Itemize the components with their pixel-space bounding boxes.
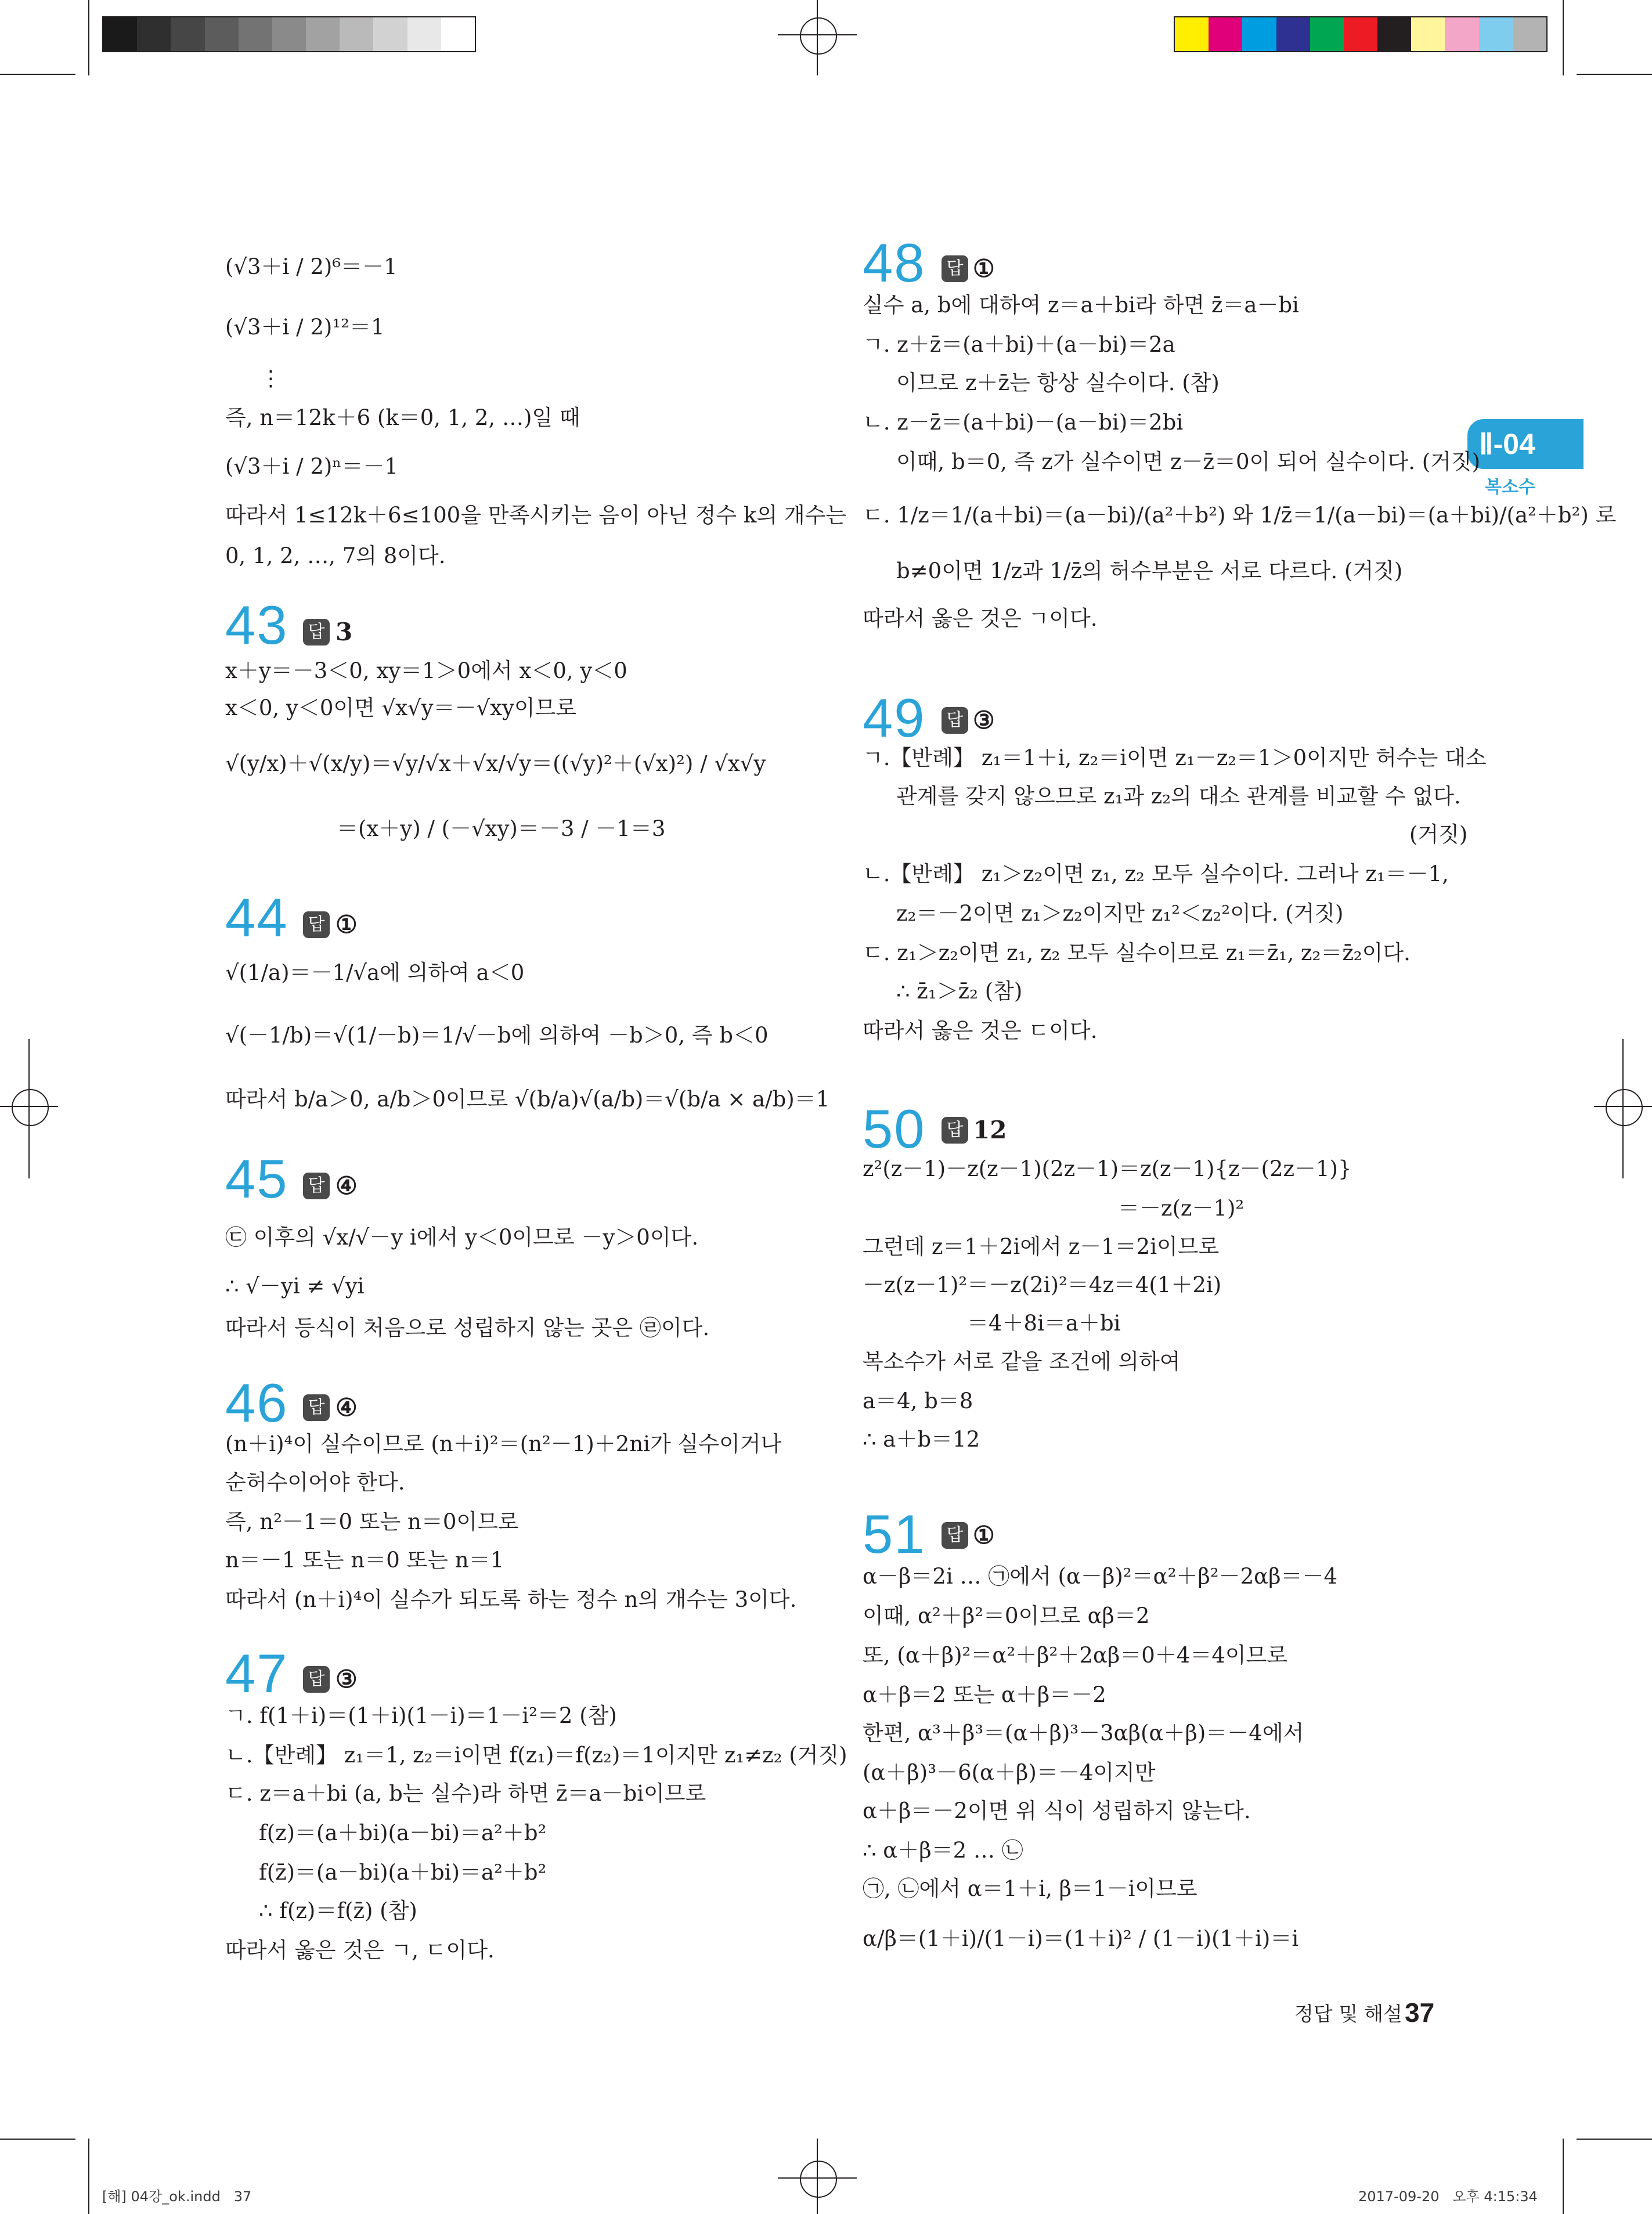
solution-line: 그런데 z＝1＋2i에서 z－1＝2i이므로	[863, 1234, 1220, 1259]
color-swatch	[1411, 17, 1445, 51]
chapter-tab-sublabel: 복소수	[1485, 477, 1535, 497]
answer-badge: 답	[303, 1394, 330, 1421]
footer-file-info: [해] 04강_ok.indd 37	[102, 2188, 252, 2205]
solution-line: 이때, α²＋β²＝0이므로 αβ＝2	[863, 1603, 1150, 1628]
solution-line: b≠0이면 1/z과 1/z̄의 허수부분은 서로 다르다. (거짓)	[896, 558, 1403, 583]
solution-line: α＋β＝－2이면 위 식이 성립하지 않는다.	[863, 1798, 1251, 1823]
solution-line: 실수 a, b에 대하여 z＝a＋bi라 하면 z̄＝a－bi	[863, 293, 1299, 318]
solution-line: ㄱ. z＋z̄＝(a＋bi)＋(a－bi)＝2a	[863, 332, 1175, 357]
problem-number: 49	[863, 687, 926, 748]
color-swatch	[1276, 17, 1311, 51]
intro-line: 따라서 1≤12k＋6≤100을 만족시키는 음이 아닌 정수 k의 개수는	[225, 503, 847, 528]
answer-badge: 답	[303, 911, 330, 938]
solution-line: (α＋β)³－6(α＋β)＝－4이지만	[863, 1760, 1156, 1785]
color-swatch	[407, 17, 442, 51]
intro-line: ⋮	[260, 366, 282, 391]
solution-line: 또, (α＋β)²＝α²＋β²＋2αβ＝0＋4＝4이므로	[863, 1643, 1288, 1668]
color-swatch	[1377, 17, 1412, 51]
color-swatch	[1175, 17, 1209, 51]
problem-number: 48	[863, 232, 926, 293]
intro-line: 즉, n＝12k＋6 (k＝0, 1, 2, …)일 때	[225, 405, 580, 430]
color-swatch	[340, 17, 374, 51]
color-swatch	[373, 17, 407, 51]
solution-line: 관계를 갖지 않으므로 z₁과 z₂의 대소 관계를 비교할 수 없다.	[896, 784, 1461, 809]
solution-line: 이때, b＝0, 즉 z가 실수이면 z－z̄＝0이 되어 실수이다. (거짓)	[896, 449, 1481, 474]
solution-line: √(－1/b)＝√(1/－b)＝1/√－b에 의하여 －b＞0, 즉 b＜0	[225, 1023, 769, 1048]
solution-line: ㄴ.【반례】 z₁＞z₂이면 z₁, z₂ 모두 실수이다. 그러나 z₁＝－1,	[863, 861, 1449, 886]
solution-line: f(z)＝(a＋bi)(a－bi)＝a²＋b²	[259, 1820, 547, 1845]
intro-line: (√3＋i / 2)⁶＝－1	[225, 254, 398, 279]
answer-value: ①	[973, 1521, 995, 1549]
solution-line: 복소수가 서로 같을 조건에 의하여	[863, 1349, 1181, 1374]
problem-number: 46	[225, 1372, 288, 1433]
solution-line: α＋β＝2 또는 α＋β＝－2	[863, 1682, 1106, 1707]
problem-number: 51	[863, 1503, 926, 1564]
solution-line: z₂＝－2이면 z₁＞z₂이지만 z₁²＜z₂²이다. (거짓)	[896, 901, 1344, 926]
solution-line: 한편, α³＋β³＝(α＋β)³－3αβ(α＋β)＝－4에서	[863, 1721, 1304, 1746]
solution-line: ㄴ.【반례】 z₁＝1, z₂＝i이면 f(z₁)＝f(z₂)＝1이지만 z₁≠z₂ (거짓)	[225, 1743, 847, 1768]
color-swatch	[1209, 17, 1243, 51]
solution-line: x＋y＝－3＜0, xy＝1＞0에서 x＜0, y＜0	[225, 658, 627, 683]
problem-number: 43	[225, 594, 288, 655]
solution-line: ∴ z̄₁＞z̄₂ (참)	[896, 979, 1023, 1004]
answer-badge: 답	[303, 1173, 330, 1199]
answer-badge: 답	[942, 255, 968, 282]
solution-line: √(1/a)＝－1/√a에 의하여 a＜0	[225, 960, 525, 985]
answer-badge: 답	[303, 619, 330, 646]
answer-value: ①	[336, 910, 358, 939]
solution-line: ∴ √－yi ≠ √yi	[225, 1274, 365, 1299]
answer-value: ③	[973, 706, 995, 734]
answer-value: ③	[336, 1665, 358, 1693]
answer-value: 3	[336, 618, 353, 646]
color-swatch	[441, 17, 475, 51]
color-swatch	[1513, 17, 1547, 51]
solution-line: ∴ α＋β＝2 … ㉡	[863, 1838, 1023, 1863]
color-swatch	[1479, 17, 1513, 51]
page-number: 37	[1405, 1997, 1435, 2028]
chapter-tab-label: Ⅱ-04	[1479, 428, 1535, 460]
problem-number: 47	[225, 1643, 288, 1704]
color-swatch	[205, 17, 239, 51]
solution-line: f(z̄)＝(a－bi)(a＋bi)＝a²＋b²	[259, 1860, 547, 1885]
solution-line: 따라서 옳은 것은 ㄷ이다.	[863, 1018, 1098, 1043]
solution-line: ∴ f(z)＝f(z̄) (참)	[259, 1898, 417, 1923]
solution-line: ㉢ 이후의 √x/√－y i에서 y＜0이므로 －y＞0이다.	[225, 1225, 699, 1250]
color-swatch	[103, 17, 138, 51]
problem-number: 45	[225, 1148, 288, 1209]
answer-value: 12	[973, 1116, 1007, 1144]
solution-line: 즉, n²－1＝0 또는 n＝0이므로	[225, 1509, 519, 1534]
solution-line: (n＋i)⁴이 실수이므로 (n＋i)²＝(n²－1)＋2ni가 실수이거나	[225, 1431, 782, 1456]
solution-line: √(y/x)＋√(x/y)＝√y/√x＋√x/√y＝((√y)²＋(√x)²) / √x√y	[225, 751, 766, 776]
answer-value: ①	[973, 254, 995, 283]
color-swatch	[1310, 17, 1344, 51]
solution-line: ＝－z(z－1)²	[1118, 1196, 1245, 1221]
solution-line: ㄷ. 1/z＝1/(a＋bi)＝(a－bi)/(a²＋b²) 와 1/z̄＝1/(a－bi)＝(a＋bi)/(a²＋b²) 로	[863, 503, 1617, 528]
solution-line: z²(z－1)－z(z－1)(2z－1)＝z(z－1){z－(2z－1)}	[863, 1156, 1352, 1181]
answer-value: ④	[336, 1393, 358, 1422]
color-swatch	[1445, 17, 1479, 51]
solution-line: 따라서 옳은 것은 ㄱ, ㄷ이다.	[225, 1938, 495, 1963]
intro-line: (√3＋i / 2)¹²＝1	[225, 315, 385, 340]
answer-badge: 답	[303, 1666, 330, 1693]
answer-badge: 답	[942, 1117, 968, 1144]
solution-line: a＝4, b＝8	[863, 1389, 973, 1414]
chapter-tab	[1467, 419, 1584, 469]
color-swatch	[171, 17, 205, 51]
solution-line: 이므로 z＋z̄는 항상 실수이다. (참)	[896, 370, 1220, 395]
solution-line: 따라서 등식이 처음으로 성립하지 않는 곳은 ㉣이다.	[225, 1315, 710, 1340]
solution-line: n＝－1 또는 n＝0 또는 n＝1	[225, 1548, 504, 1573]
solution-line: ㄴ. z－z̄＝(a＋bi)－(a－bi)＝2bi	[863, 410, 1184, 435]
solution-line: 따라서 옳은 것은 ㄱ이다.	[863, 606, 1098, 631]
solution-line: ＝(x＋y) / (－√xy)＝－3 / －1＝3	[337, 816, 666, 841]
footer-section-label: 정답 및 해설	[1294, 2003, 1402, 2026]
solution-line: α－β＝2i … ㉠에서 (α－β)²＝α²＋β²－2αβ＝－4	[863, 1564, 1338, 1589]
solution-line: ＝4＋8i＝a＋bi	[967, 1311, 1121, 1336]
answer-badge: 답	[942, 707, 968, 734]
solution-line: ㄱ.【반례】 z₁＝1＋i, z₂＝i이면 z₁－z₂＝1＞0이지만 허수는 대소	[863, 745, 1487, 770]
solution-line: ㉠, ㉡에서 α＝1＋i, β＝1－i이므로	[863, 1876, 1197, 1901]
color-swatch	[1344, 17, 1378, 51]
answer-value: ④	[336, 1171, 358, 1200]
solution-line: x＜0, y＜0이면 √x√y＝－√xy이므로	[225, 695, 577, 720]
solution-line: 순허수이어야 한다.	[225, 1470, 405, 1495]
solution-line: 따라서 b/a＞0, a/b＞0이므로 √(b/a)√(a/b)＝√(b/a × a/b)＝1	[225, 1087, 830, 1112]
solution-line: (거짓)	[1409, 822, 1468, 847]
solution-line: ㄷ. z＝a＋bi (a, b는 실수)라 하면 z̄＝a－bi이므로	[225, 1781, 706, 1806]
color-swatch	[272, 17, 306, 51]
problem-number: 44	[225, 887, 288, 948]
solution-line: ∴ a＋b＝12	[863, 1427, 980, 1452]
intro-line: 0, 1, 2, …, 7의 8이다.	[225, 543, 446, 568]
color-swatch	[137, 17, 171, 51]
color-swatch	[1242, 17, 1276, 51]
problem-number: 50	[863, 1098, 926, 1159]
solution-line: －z(z－1)²＝－z(2i)²＝4z＝4(1＋2i)	[863, 1272, 1222, 1297]
footer-timestamp: 2017-09-20 오후 4:15:34	[1358, 2188, 1538, 2205]
color-swatch	[306, 17, 340, 51]
solution-line: ㄱ. f(1＋i)＝(1＋i)(1－i)＝1－i²＝2 (참)	[225, 1703, 617, 1728]
solution-line: 따라서 (n＋i)⁴이 실수가 되도록 하는 정수 n의 개수는 3이다.	[225, 1587, 797, 1612]
solution-line: α/β＝(1＋i)/(1－i)＝(1＋i)² / (1－i)(1＋i)＝i	[863, 1926, 1299, 1951]
answer-badge: 답	[942, 1522, 968, 1549]
solution-line: ㄷ. z₁＞z₂이면 z₁, z₂ 모두 실수이므로 z₁＝z̄₁, z₂＝z̄₂이다.	[863, 940, 1411, 965]
color-swatch	[239, 17, 273, 51]
intro-line: (√3＋i / 2)ⁿ＝－1	[225, 454, 398, 479]
